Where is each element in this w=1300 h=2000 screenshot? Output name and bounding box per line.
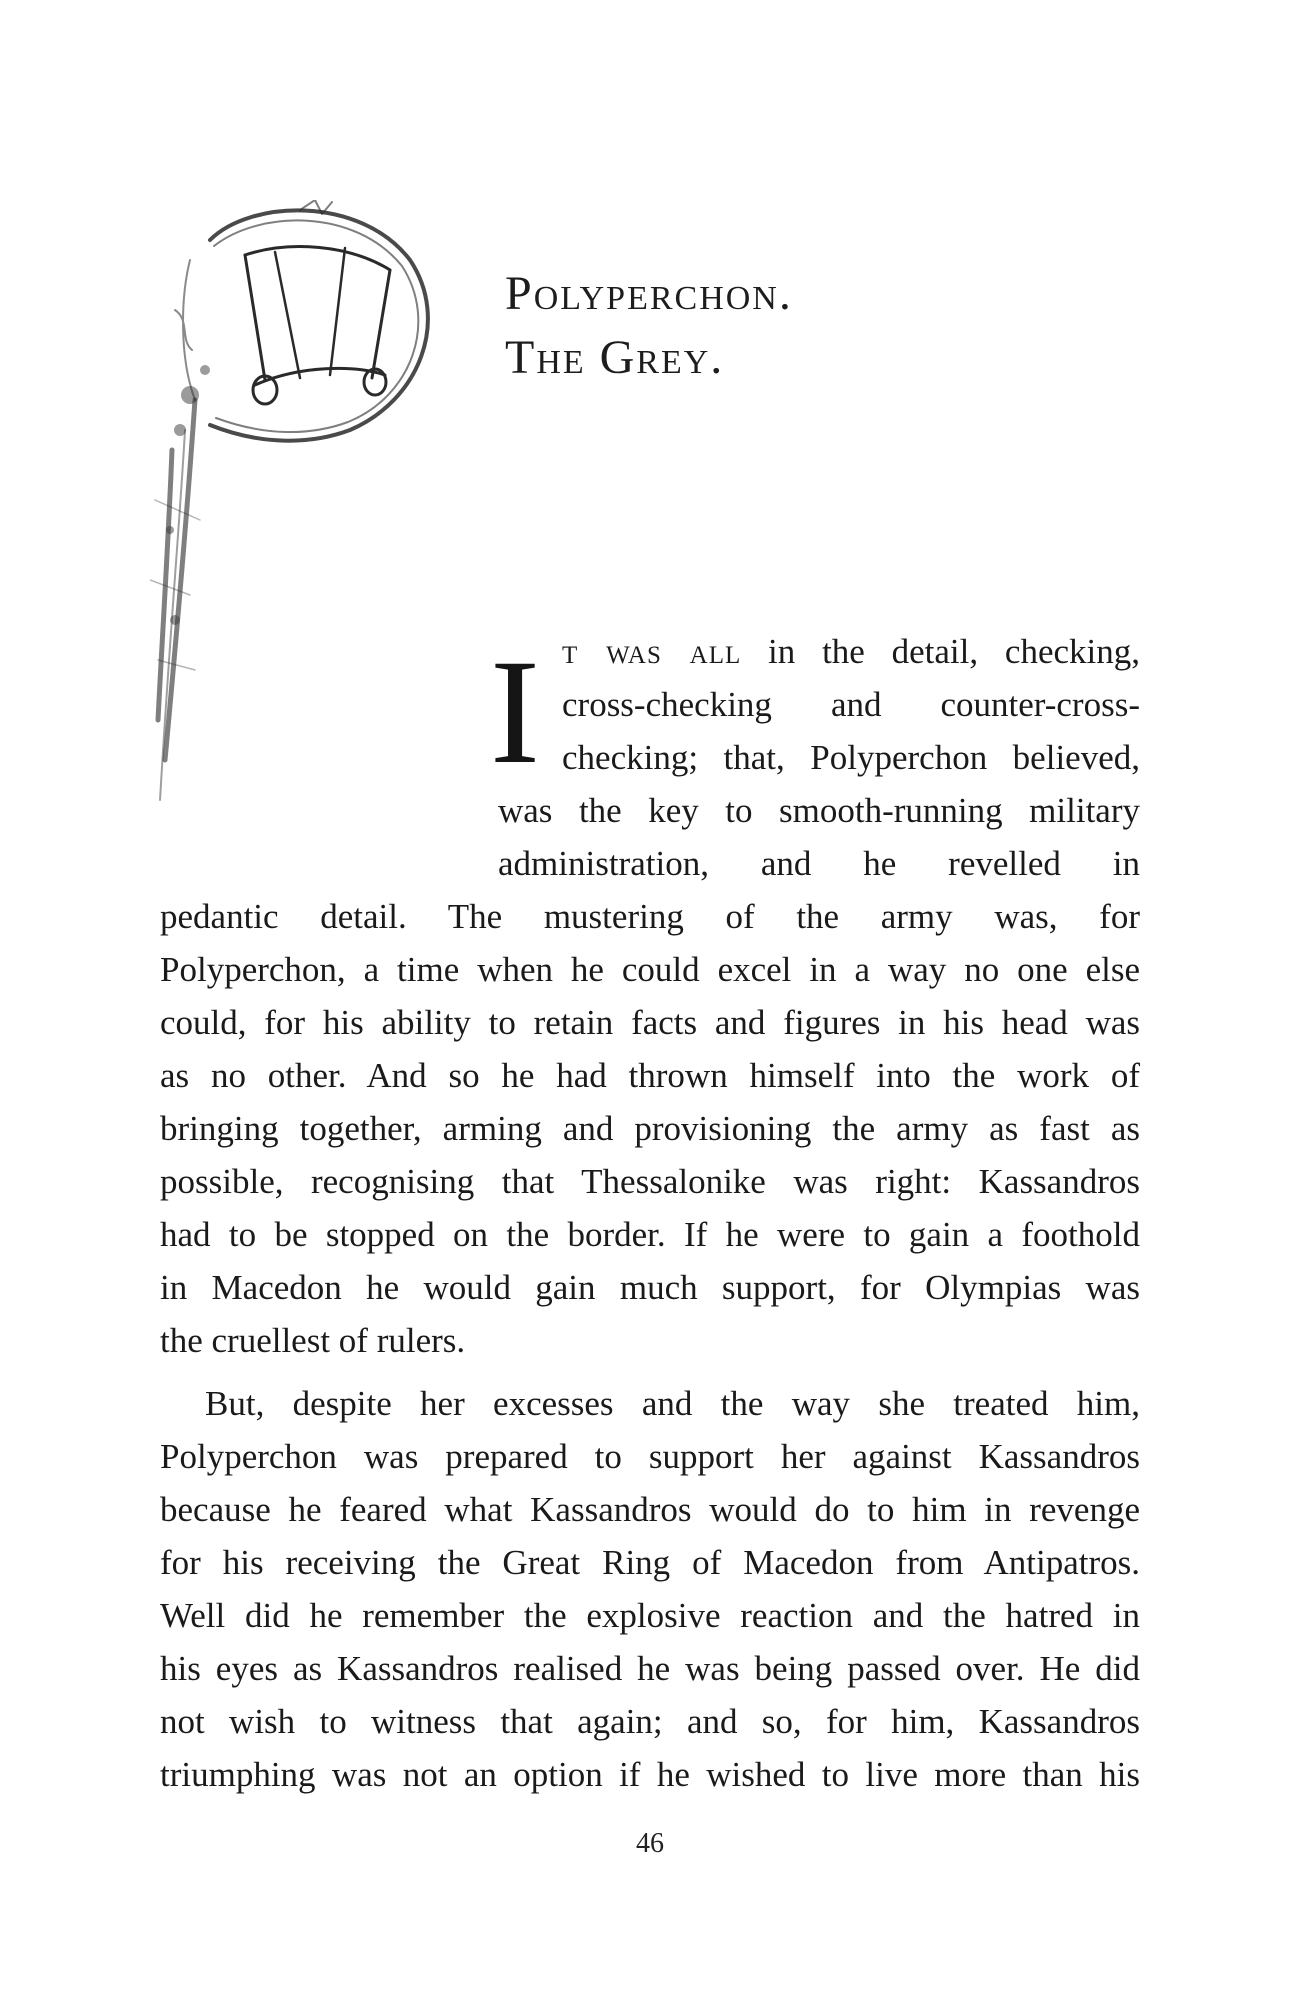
opening-line-1-rest: in the detail, checking, [741, 632, 1140, 671]
text-line: pedantic detail. The mustering of the army was, for [160, 897, 1140, 936]
chapter-title-line-1: Polyperchon. [505, 267, 793, 320]
page-number: 46 [636, 1828, 664, 1859]
text-line: the cruellest of rulers. [160, 1321, 466, 1360]
opening-line-2: cross-checking and counter-cross- [562, 685, 1140, 724]
text-line: for his receiving the Great Ring of Macedon from Antipatros. [160, 1543, 1140, 1582]
drop-cap: I [490, 629, 540, 795]
chapter-title-line-2: The Grey. [505, 331, 725, 384]
text-line: could, for his ability to retain facts and figures in his head was [160, 1003, 1140, 1042]
lead-in-small-caps: t was all [562, 632, 742, 671]
text-line: in Macedon he would gain much support, for Olympias was [160, 1268, 1140, 1307]
text-line: triumphing was not an option if he wished to live more than his [160, 1755, 1140, 1794]
text-line: bringing together, arming and provisioning the army as fast as [160, 1109, 1140, 1148]
text-line: because he feared what Kassandros would do to him in revenge [160, 1490, 1140, 1529]
text-line: as no other. And so he had thrown himself into the work of [160, 1056, 1140, 1095]
opening-line-3: checking; that, Polyperchon believed, [562, 738, 1140, 777]
text-line: Well did he remember the explosive reaction and the hatred in [160, 1596, 1140, 1635]
opening-line-5: administration, and he revelled in [498, 844, 1140, 883]
text-line: Polyperchon was prepared to support her against Kassandros [160, 1437, 1140, 1476]
opening-line-1 [562, 625, 1140, 678]
illuminated-letter-p-illustration [150, 200, 450, 840]
text-line: his eyes as Kassandros realised he was being passed over. He did [160, 1649, 1140, 1688]
opening-paragraph [490, 625, 1140, 925]
chapter-heading [505, 262, 793, 390]
text-line: But, despite her excesses and the way she treated him, [205, 1384, 1140, 1423]
text-line: had to be stopped on the border. If he were to gain a foothold [160, 1215, 1140, 1254]
text-line: not wish to witness that again; and so, for him, Kassandros [160, 1702, 1140, 1741]
text-line: possible, recognising that Thessalonike was right: Kassandros [160, 1162, 1140, 1201]
text-line: Polyperchon, a time when he could excel in a way no one else [160, 950, 1140, 989]
opening-line-4: was the key to smooth-running military [498, 791, 1140, 830]
